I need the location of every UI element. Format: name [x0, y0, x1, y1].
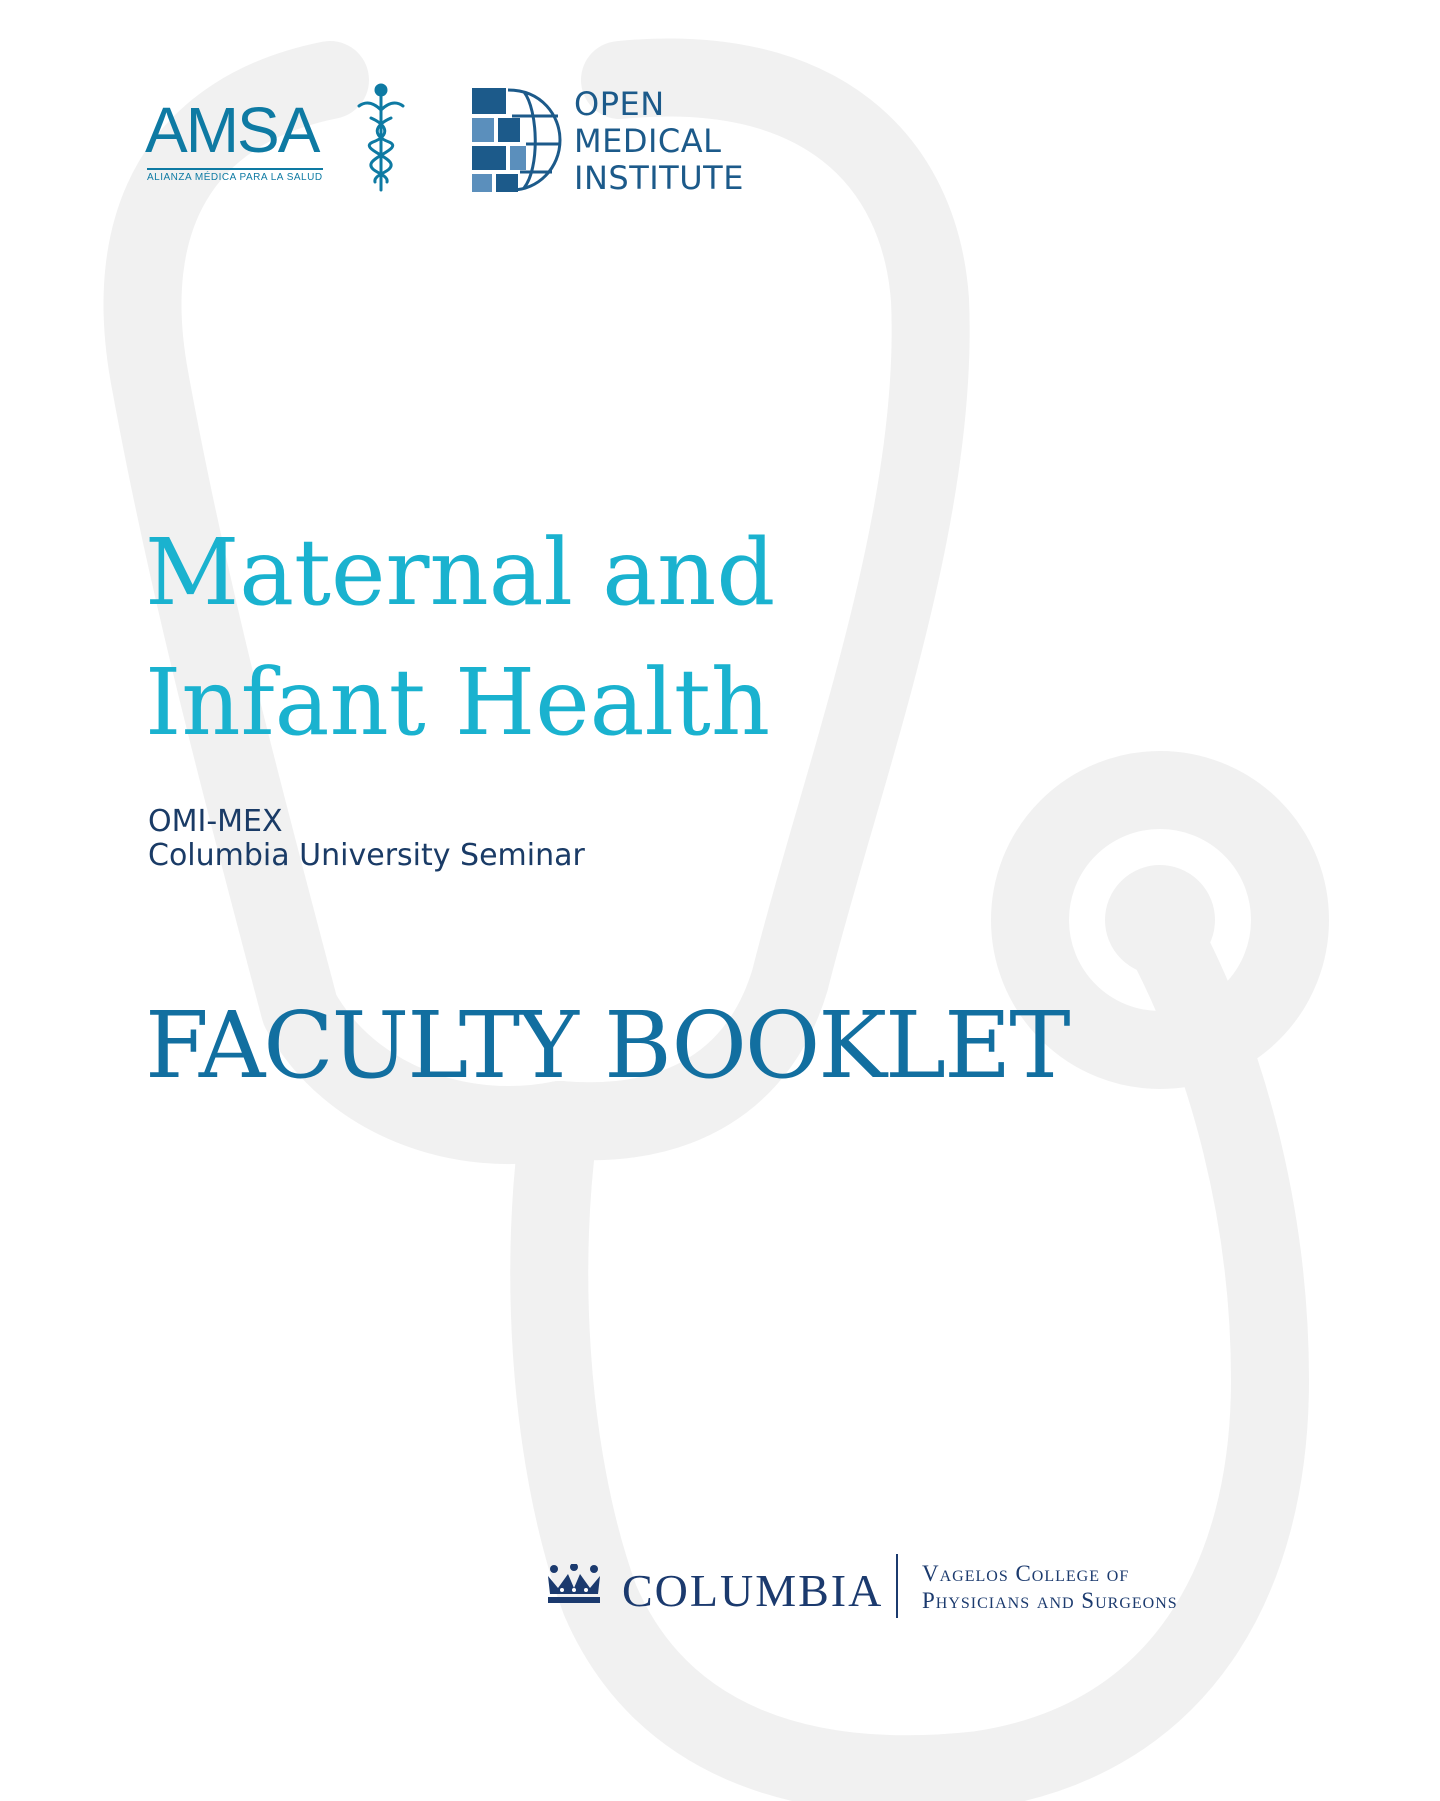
subtitle-line-1: OMI-MEX — [148, 804, 283, 839]
amsa-wordmark: AMSA — [145, 94, 319, 166]
caduceus-icon — [353, 82, 409, 192]
subtitle — [148, 805, 585, 873]
vagelos-line-2: Physicians and Surgeons — [922, 1588, 1178, 1613]
vagelos-college-name — [922, 1560, 1178, 1614]
columbia-logo — [544, 1552, 1264, 1622]
booklet-heading: FACULTY BOOKLET — [145, 992, 1069, 1099]
amsa-logo — [145, 82, 425, 200]
columbia-divider — [896, 1554, 898, 1618]
omi-line-2: MEDICAL — [574, 122, 722, 160]
vagelos-line-1: Vagelos College of — [922, 1561, 1130, 1586]
crown-icon — [544, 1564, 604, 1606]
title-line-1: Maternal and — [145, 519, 776, 626]
page-title — [145, 508, 775, 768]
title-line-2: Infant Health — [145, 649, 771, 756]
omi-line-1: OPEN — [574, 85, 665, 123]
omi-logo — [472, 86, 772, 196]
amsa-tagline: ALIANZA MÉDICA PARA LA SALUD — [147, 168, 323, 183]
globe-icon — [472, 88, 562, 192]
subtitle-line-2: Columbia University Seminar — [148, 838, 585, 873]
omi-line-3: INSTITUTE — [574, 159, 744, 197]
columbia-wordmark: COLUMBIA — [622, 1565, 884, 1616]
omi-wordmark — [574, 86, 744, 197]
